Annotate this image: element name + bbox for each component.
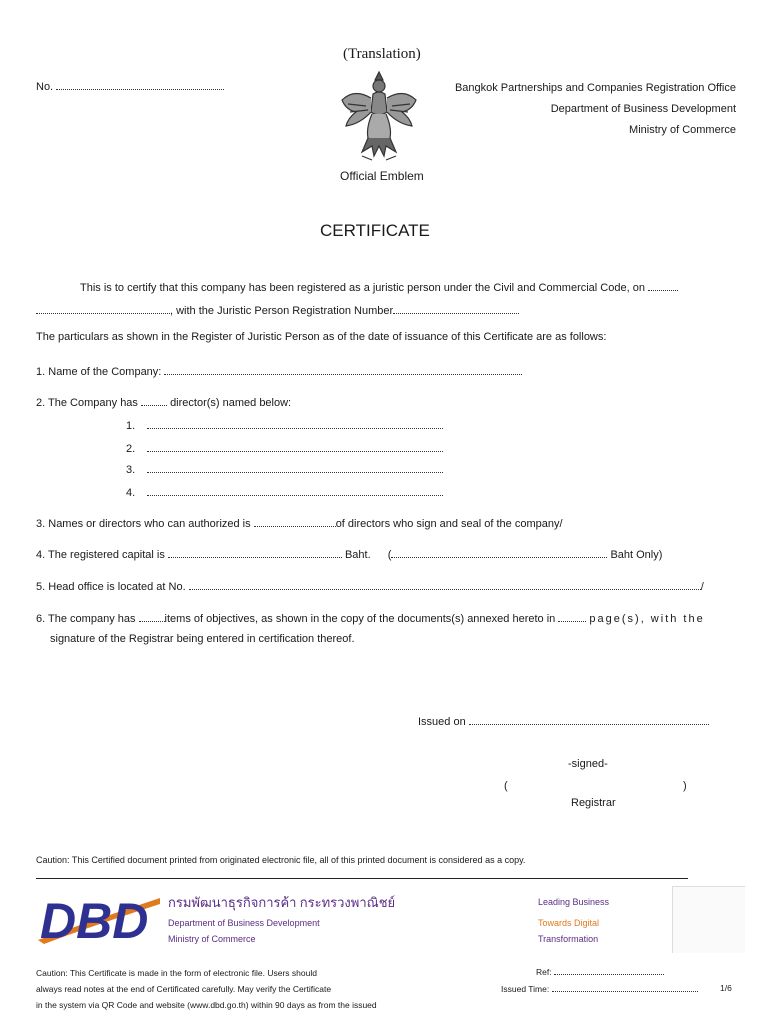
pages-field — [558, 611, 586, 622]
baht-only-label: Baht Only) — [610, 549, 663, 561]
item-text: The Company has — [48, 397, 138, 409]
slogan-line-3: Transformation — [538, 934, 599, 944]
office-block — [455, 78, 736, 141]
page-number: 1/6 — [720, 983, 732, 993]
company-name-field — [164, 364, 522, 375]
item-text-3: page(s), with the — [589, 613, 705, 625]
certificate-number — [36, 79, 224, 93]
caution-copy: Caution: This Certified document printed from originated electronic file, all of this printed document is considered as a copy. — [36, 855, 526, 865]
dbd-logo-text: DBD — [40, 893, 149, 946]
dbd-logo — [36, 890, 162, 946]
item-objectives-line2: signature of the Registrar being entered in certification thereof. — [50, 633, 355, 645]
office-line: Ministry of Commerce — [629, 124, 736, 136]
item-number: 1. — [36, 366, 46, 378]
director-name-field — [147, 418, 443, 429]
no-label: No. — [36, 81, 54, 93]
director-number: 3. — [126, 464, 136, 476]
registration-number-field — [393, 303, 519, 314]
director-line — [126, 418, 443, 432]
caution-electronic — [36, 965, 377, 1013]
ministry-name: Ministry of Commerce — [168, 934, 256, 944]
garuda-emblem-icon — [336, 66, 422, 164]
item-number: 3. — [36, 518, 46, 530]
issued-time-label: Issued Time: — [501, 984, 550, 994]
item-directors — [36, 395, 291, 409]
authorized-field — [254, 516, 336, 527]
director-name-field — [147, 485, 443, 496]
item-text: Names or directors who can authorized is — [48, 518, 251, 530]
intro-text: This is to certify that this company has been registered as a juristic person under the Civil and Commercial Code, on — [80, 282, 645, 294]
director-number: 1. — [126, 420, 136, 432]
intro-line-1 — [80, 280, 678, 294]
item-text-2: items of objectives, as shown in the copy of the documents(s) annexed hereto in — [164, 613, 556, 625]
director-name-field — [147, 441, 443, 452]
item-head-office — [36, 579, 704, 593]
issued-on — [418, 714, 709, 728]
item-number: 5. — [36, 581, 46, 593]
item-company-name — [36, 364, 522, 378]
intro-line-2 — [36, 303, 519, 317]
no-field — [56, 79, 224, 90]
issued-on-field — [469, 714, 709, 725]
capital-field — [168, 547, 342, 558]
item-objectives — [36, 611, 705, 625]
ref-label: Ref: — [536, 967, 552, 977]
director-line — [126, 462, 443, 476]
caution-line: always read notes at the end of Certificated carefully. May verify the Certificate — [36, 984, 332, 994]
paren-open: ( — [504, 780, 508, 792]
item-number: 4. — [36, 549, 46, 561]
paren-close: ) — [683, 780, 687, 792]
slogan-line-2: Towards Digital — [538, 918, 600, 928]
director-count-field — [141, 395, 167, 406]
office-line: Department of Business Development — [550, 103, 736, 115]
particulars-line: The particulars as shown in the Register of Juristic Person as of the date of issuance of this Certificate are as follows: — [36, 331, 607, 343]
item-text-2: director(s) named below: — [170, 397, 292, 409]
ref — [536, 966, 664, 977]
dept-name: Department of Business Development — [168, 918, 320, 928]
director-line — [126, 441, 443, 455]
objectives-count-field — [139, 611, 165, 622]
director-number: 4. — [126, 487, 136, 499]
office-line: Bangkok Partnerships and Companies Registration Office — [454, 82, 736, 94]
director-number: 2. — [126, 443, 136, 455]
slash: / — [700, 581, 704, 593]
item-text: The company has — [48, 613, 136, 625]
thai-dept-name: กรมพัฒนาธุรกิจการค้า กระทรวงพาณิชย์ — [168, 895, 396, 910]
slogan-line-1: Leading Business — [538, 897, 610, 907]
paren-open: ( — [387, 549, 392, 561]
translation-label: (Translation) — [343, 46, 421, 62]
intro-text-2: , with the Juristic Person Registration Number — [170, 305, 394, 317]
registration-date-field — [648, 280, 678, 291]
issued-time-field — [552, 983, 698, 992]
head-office-field — [189, 579, 701, 590]
issued-on-label: Issued on — [418, 716, 466, 728]
caution-line: in the system via QR Code and website (www.dbd.go.th) within 90 days as from the issued — [36, 1000, 377, 1010]
item-number: 2. — [36, 397, 46, 409]
director-line — [126, 485, 443, 499]
baht-label: Baht. — [344, 549, 371, 561]
registration-date-field-cont — [36, 303, 170, 314]
item-text: Name of the Company: — [48, 366, 162, 378]
emblem-caption: Official Emblem — [340, 169, 424, 183]
item-number: 6. — [36, 613, 46, 625]
director-name-field — [147, 462, 443, 473]
item-text: Head office is located at No. — [48, 581, 186, 593]
registrar-label: Registrar — [571, 797, 616, 809]
qr-code-area — [672, 886, 745, 953]
item-authorized — [36, 516, 563, 530]
item-capital — [36, 547, 662, 561]
page-title: CERTIFICATE — [320, 221, 430, 240]
ref-field — [554, 966, 664, 975]
item-text-2: of directors who sign and seal of the company/ — [335, 518, 563, 530]
divider — [36, 878, 688, 879]
capital-words-field — [391, 547, 607, 558]
signed-text: -signed- — [568, 758, 608, 770]
issued-time — [501, 983, 698, 994]
caution-line: Caution: This Certificate is made in the form of electronic file. Users should — [36, 968, 317, 978]
item-text: The registered capital is — [48, 549, 165, 561]
